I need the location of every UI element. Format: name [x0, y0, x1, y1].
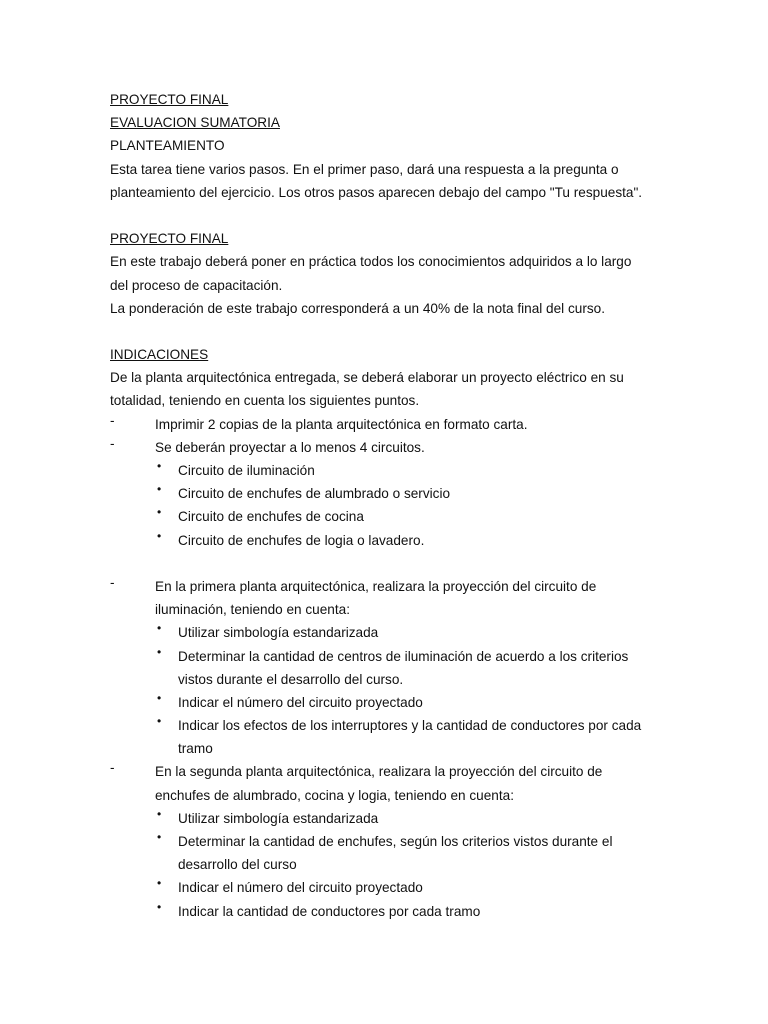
- dash-marker: -: [110, 412, 115, 428]
- bullet-marker: •: [157, 714, 162, 729]
- bullet-list-item: [110, 645, 670, 691]
- bullet-item-text: Determinar la cantidad de centros de iluminación de acuerdo a los criterios: [178, 648, 629, 664]
- bullet-marker: •: [157, 690, 162, 705]
- bullet-item-text: tramo: [178, 741, 213, 757]
- indicaciones-heading: INDICACIONES: [110, 347, 209, 363]
- bullet-marker: •: [157, 482, 162, 497]
- spacer: [110, 320, 670, 343]
- bullet-list-item: [110, 807, 670, 830]
- bullet-item-text: Indicar los efectos de los interruptores y la cantidad de conductores por cada: [178, 718, 642, 734]
- bullet-item-text: Indicar el número del circuito proyectado: [178, 880, 423, 896]
- dash-item-text: En la segunda planta arquitectónica, realizara la proyección del circuito de: [155, 764, 603, 780]
- proyecto-line: del proceso de capacitación.: [110, 277, 283, 293]
- dash-marker: -: [110, 760, 115, 776]
- spacer: [110, 552, 670, 575]
- dash-marker: -: [110, 435, 115, 451]
- dash-marker: -: [110, 574, 115, 590]
- bullet-item-text: Determinar la cantidad de enchufes, según los criterios vistos durante el: [178, 834, 613, 849]
- dash-item-text: iluminación, teniendo en cuenta:: [155, 602, 350, 618]
- bullet-item-text: Utilizar simbología estandarizada: [178, 625, 379, 641]
- intro-line: planteamiento del ejercicio. Los otros pasos aparecen debajo del campo "Tu respuesta".: [110, 184, 643, 200]
- bullet-list-item: [110, 505, 670, 528]
- document-subtitle: EVALUACION SUMATORIA: [110, 115, 280, 131]
- bullet-list-item: [110, 459, 670, 482]
- bullet-marker: •: [157, 876, 162, 891]
- bullet-item-text: Indicar la cantidad de conductores por cada tramo: [178, 903, 481, 919]
- bullet-marker: •: [157, 899, 162, 914]
- bullet-list-item: [110, 691, 670, 714]
- bullet-item-text: Utilizar simbología estandarizada: [178, 810, 379, 826]
- dash-item-text: En la primera planta arquitectónica, realizara la proyección del circuito de: [155, 578, 597, 594]
- dash-list-item: [110, 436, 670, 459]
- bullet-marker: •: [157, 621, 162, 636]
- dash-item-text: Imprimir 2 copias de la planta arquitectónica en formato carta.: [155, 416, 528, 432]
- circuit-item: Circuito de iluminación: [178, 463, 315, 478]
- circuit-item: Circuito de enchufes de cocina: [178, 509, 364, 525]
- intro-line: Esta tarea tiene varios pasos. En el primer paso, dará una respuesta a la pregunta o: [110, 161, 619, 177]
- bullet-marker: •: [157, 830, 162, 844]
- document-title: PROYECTO FINAL: [110, 92, 229, 107]
- dash-list-item: [110, 760, 670, 806]
- dash-item-text: enchufes de alumbrado, cocina y logia, teniendo en cuenta:: [155, 787, 514, 803]
- bullet-item-text: Indicar el número del circuito proyectado: [178, 694, 423, 710]
- bullet-item-text: vistos durante el desarrollo del curso.: [178, 671, 404, 687]
- dash-list-item: [110, 575, 670, 621]
- bullet-list-item: [110, 900, 670, 923]
- proyecto-heading: PROYECTO FINAL: [110, 231, 229, 247]
- bullet-marker: •: [157, 528, 162, 543]
- circuit-item: Circuito de enchufes de logia o lavadero.: [178, 532, 425, 548]
- bullet-list-item: [110, 621, 670, 644]
- section-planteamiento: PLANTEAMIENTO: [110, 138, 225, 154]
- proyecto-line: La ponderación de este trabajo corresponderá a un 40% de la nota final del curso.: [110, 300, 605, 316]
- bullet-list-item: [110, 529, 670, 552]
- bullet-marker: •: [157, 806, 162, 821]
- indicaciones-line: totalidad, teniendo en cuenta los siguientes puntos.: [110, 393, 420, 409]
- bullet-list-item: [110, 482, 670, 505]
- bullet-marker: •: [157, 644, 162, 659]
- dash-item-text: Se deberán proyectar a lo menos 4 circuitos.: [155, 439, 425, 455]
- indicaciones-line: De la planta arquitectónica entregada, se deberá elaborar un proyecto eléctrico en su: [110, 370, 624, 386]
- document-page: [110, 88, 670, 923]
- bullet-list-item: [110, 876, 670, 899]
- bullet-item-text: desarrollo del curso: [178, 857, 297, 873]
- circuit-item: Circuito de enchufes de alumbrado o servicio: [178, 486, 451, 502]
- bullet-marker: •: [157, 459, 162, 473]
- bullet-list-item: [110, 830, 670, 876]
- proyecto-line: En este trabajo deberá poner en práctica todos los conocimientos adquiridos a lo largo: [110, 254, 632, 270]
- spacer: [110, 204, 670, 227]
- bullet-list-item: [110, 714, 670, 760]
- dash-list-item: [110, 413, 670, 436]
- bullet-marker: •: [157, 505, 162, 520]
